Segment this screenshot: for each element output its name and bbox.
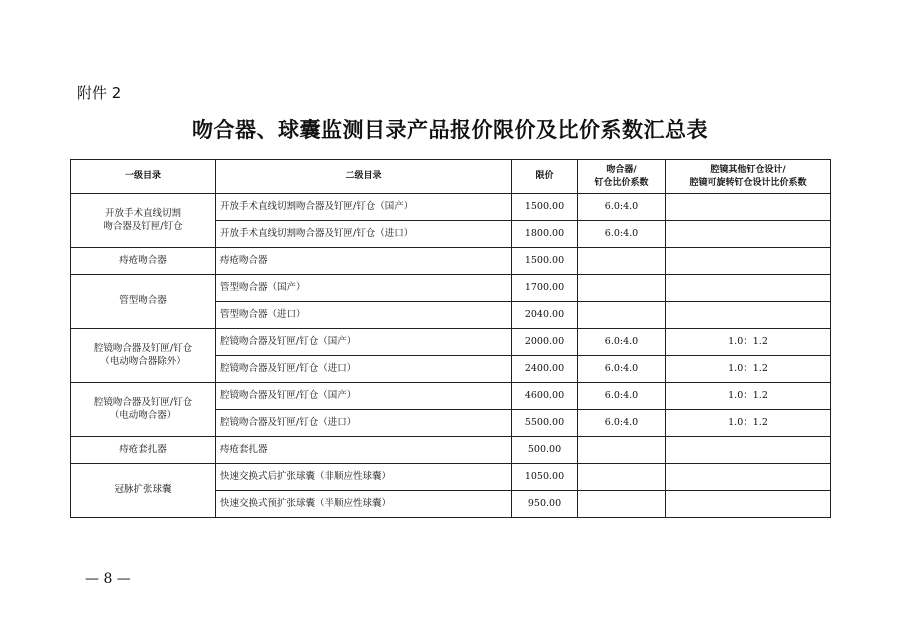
table-row [71, 464, 831, 491]
category-cell: 管型吻合器 [71, 275, 216, 329]
table-row [71, 437, 831, 464]
endoscopic-ratio-cell [666, 221, 831, 248]
subcategory-cell: 快速交换式后扩张球囊（非顺应性球囊） [216, 464, 512, 491]
table-row [71, 248, 831, 275]
subcategory-cell: 腔镜吻合器及钉匣/钉仓（进口） [216, 356, 512, 383]
table-row [71, 383, 831, 410]
subcategory-cell: 管型吻合器（进口） [216, 302, 512, 329]
endoscopic-ratio-cell [666, 464, 831, 491]
table-row [71, 275, 831, 302]
price-cell: 1800.00 [512, 221, 578, 248]
endoscopic-ratio-cell: 1.0：1.2 [666, 356, 831, 383]
table-header-row [71, 160, 831, 194]
price-table [70, 159, 831, 518]
stapler-ratio-cell [578, 491, 666, 518]
subcategory-cell: 痔疮吻合器 [216, 248, 512, 275]
stapler-ratio-cell: 6.0:4.0 [578, 356, 666, 383]
subcategory-cell: 腔镜吻合器及钉匣/钉仓（国产） [216, 329, 512, 356]
price-cell: 1700.00 [512, 275, 578, 302]
price-cell: 2400.00 [512, 356, 578, 383]
stapler-ratio-cell: 6.0:4.0 [578, 221, 666, 248]
header-price-limit: 限价 [512, 160, 578, 194]
attachment-label: 附件 2 [77, 84, 122, 102]
stapler-ratio-cell: 6.0:4.0 [578, 194, 666, 221]
stapler-ratio-cell: 6.0:4.0 [578, 410, 666, 437]
category-cell: 冠脉扩张球囊 [71, 464, 216, 518]
price-cell: 1050.00 [512, 464, 578, 491]
endoscopic-ratio-cell [666, 491, 831, 518]
stapler-ratio-cell [578, 302, 666, 329]
category-cell: 腔镜吻合器及钉匣/钉仓 （电动吻合器除外） [71, 329, 216, 383]
endoscopic-ratio-cell [666, 437, 831, 464]
stapler-ratio-cell [578, 248, 666, 275]
stapler-ratio-cell: 6.0:4.0 [578, 383, 666, 410]
header-subcategory: 二级目录 [216, 160, 512, 194]
endoscopic-ratio-cell: 1.0：1.2 [666, 410, 831, 437]
category-cell: 痔疮吻合器 [71, 248, 216, 275]
document-title: 吻合器、球囊监测目录产品报价限价及比价系数汇总表 [192, 118, 708, 142]
subcategory-cell: 开放手术直线切割吻合器及钉匣/钉仓（进口） [216, 221, 512, 248]
endoscopic-ratio-cell [666, 302, 831, 329]
subcategory-cell: 快速交换式预扩张球囊（半顺应性球囊） [216, 491, 512, 518]
subcategory-cell: 开放手术直线切割吻合器及钉匣/钉仓（国产） [216, 194, 512, 221]
subcategory-cell: 管型吻合器（国产） [216, 275, 512, 302]
stapler-ratio-cell [578, 464, 666, 491]
price-cell: 4600.00 [512, 383, 578, 410]
page-number: — 8 — [85, 571, 131, 587]
price-cell: 1500.00 [512, 194, 578, 221]
table-row [71, 329, 831, 356]
header-category: 一级目录 [71, 160, 216, 194]
endoscopic-ratio-cell [666, 194, 831, 221]
price-cell: 2000.00 [512, 329, 578, 356]
endoscopic-ratio-cell [666, 275, 831, 302]
price-cell: 500.00 [512, 437, 578, 464]
endoscopic-ratio-cell: 1.0：1.2 [666, 329, 831, 356]
header-stapler-ratio: 吻合器/ 钉仓比价系数 [578, 160, 666, 194]
subcategory-cell: 腔镜吻合器及钉匣/钉仓（进口） [216, 410, 512, 437]
price-cell: 950.00 [512, 491, 578, 518]
subcategory-cell: 腔镜吻合器及钉匣/钉仓（国产） [216, 383, 512, 410]
category-cell: 腔镜吻合器及钉匣/钉仓 （电动吻合器） [71, 383, 216, 437]
stapler-ratio-cell: 6.0:4.0 [578, 329, 666, 356]
price-cell: 5500.00 [512, 410, 578, 437]
subcategory-cell: 痔疮套扎器 [216, 437, 512, 464]
header-endoscopic-ratio: 腔镜其他钉仓设计/ 腔镜可旋转钉仓设计比价系数 [666, 160, 831, 194]
category-cell: 开放手术直线切割 吻合器及钉匣/钉仓 [71, 194, 216, 248]
price-cell: 1500.00 [512, 248, 578, 275]
table-body [71, 194, 831, 518]
stapler-ratio-cell [578, 275, 666, 302]
endoscopic-ratio-cell [666, 248, 831, 275]
table-row [71, 194, 831, 221]
endoscopic-ratio-cell: 1.0：1.2 [666, 383, 831, 410]
stapler-ratio-cell [578, 437, 666, 464]
category-cell: 痔疮套扎器 [71, 437, 216, 464]
price-cell: 2040.00 [512, 302, 578, 329]
